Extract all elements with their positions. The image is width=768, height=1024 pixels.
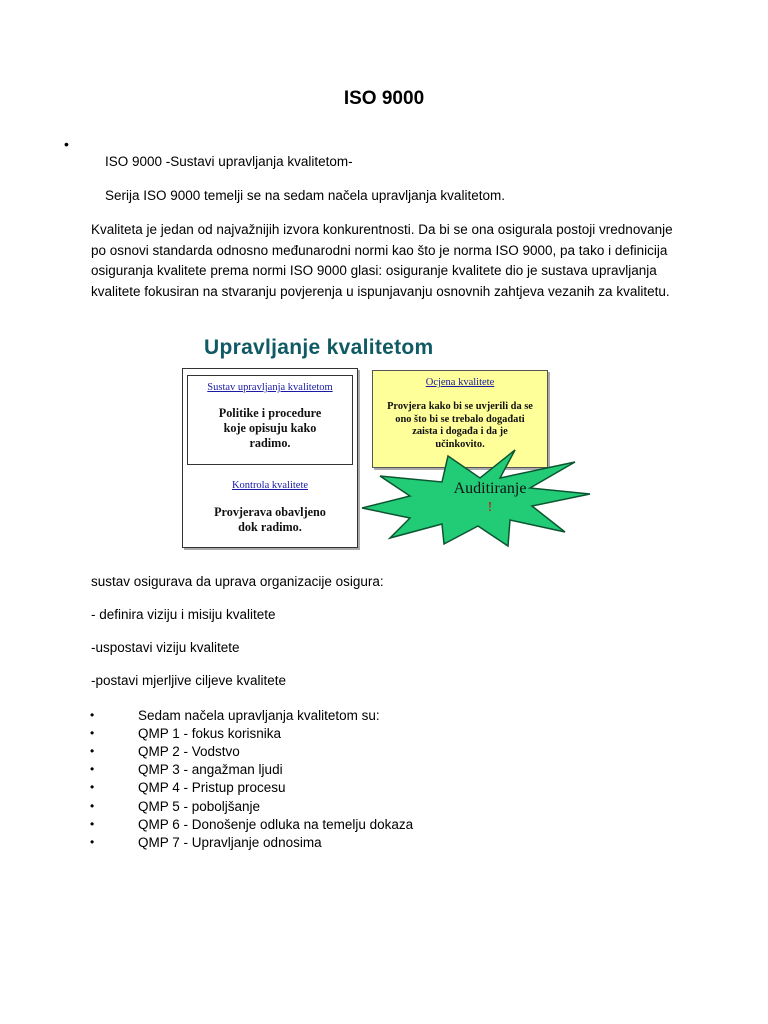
subtitle-line: ISO 9000 -Sustavi upravljanja kvalitetom- [105,154,353,169]
assessment-box-text-3: zaista i događa i da je [412,426,508,438]
audit-exclamation: ! [487,500,493,515]
bullet-dot: • [90,835,95,849]
list-item-text: QMP 4 - Pristup procesu [138,780,286,795]
assurance-line: sustav osigurava da uprava organizacije osigura: [91,574,384,589]
assurance-line: -postavi mjerljive ciljeve kvalitete [91,673,287,688]
list-item [90,780,590,800]
list-item-text: QMP 5 - poboljšanje [138,799,261,814]
assessment-box-link[interactable]: Ocjena kvalitete [425,377,495,388]
list-item [90,817,590,837]
list-item-text: QMP 1 - fokus korisnika [138,726,282,741]
list-item [90,835,590,855]
system-box-text-3: radimo. [249,436,291,450]
series-line: Serija ISO 9000 temelji se na sedam načela upravljanja kvalitetom. [105,188,505,203]
list-item [90,726,590,746]
system-control-box [182,368,358,548]
control-box-text-2: dok radimo. [238,520,302,534]
list-item [90,799,590,819]
assessment-box-text-2: ono što bi se trebalo događati [395,413,525,425]
system-box-text-2: koje opisuju kako [223,421,317,435]
assessment-box-text-1: Provjera kako bi se uvjerili da se [387,401,533,412]
list-item-text: QMP 3 - angažman ljudi [138,762,283,777]
bullet-dot: • [90,726,95,740]
audit-label: Auditiranje [453,480,527,497]
intro-bullet: • [64,136,69,152]
bullet-dot: • [90,762,95,776]
control-box-text-1: Provjerava obavljeno [214,505,326,519]
system-box [187,375,353,465]
intro-paragraph: Kvaliteta je jedan od najvažnijih izvora konkurentnosti. Da bi se ona osigurala postoji vrednovanje po osnovi standarda odnosno međunarodni normi kao što je norma ISO 9000, pa tako i definicija osiguranja kvalitete prema normi ISO 9000 glasi: osiguranje kvalitete dio je sustava upravljanja kvalitete fokusiran na stvaranju povjerenja u ispunjavanju osnovnih zahtjeva vezanih za kvalitetu. [91,222,673,299]
bullet-dot: • [90,817,95,831]
assurance-line: -uspostavi viziju kvalitete [91,640,240,655]
assessment-box-text-4: učinkovito. [435,438,485,450]
list-item [90,708,590,728]
assurance-line: - definira viziju i misiju kvalitete [91,607,276,622]
bullet-dot: • [90,799,95,813]
audit-starburst-icon [360,448,592,548]
system-box-text-1: Politike i procedure [218,406,322,420]
bullet-dot: • [90,780,95,794]
control-box-link[interactable]: Kontrola kvalitete [231,480,309,491]
system-box-link[interactable]: Sustav upravljanja kvalitetom [207,382,333,393]
list-item-text: Sedam načela upravljanja kvalitetom su: [138,708,380,723]
diagram-title: Upravljanje kvalitetom [204,336,434,359]
quality-management-diagram [182,336,594,552]
list-item-text: QMP 7 - Upravljanje odnosima [138,835,322,850]
list-item-text: QMP 6 - Donošenje odluka na temelju dokaza [138,817,414,832]
list-item-text: QMP 2 - Vodstvo [138,744,240,759]
bullet-dot: • [90,708,95,722]
page-title: ISO 9000 [343,88,425,109]
list-item [90,744,590,764]
list-item [90,762,590,782]
bullet-dot: • [90,744,95,758]
